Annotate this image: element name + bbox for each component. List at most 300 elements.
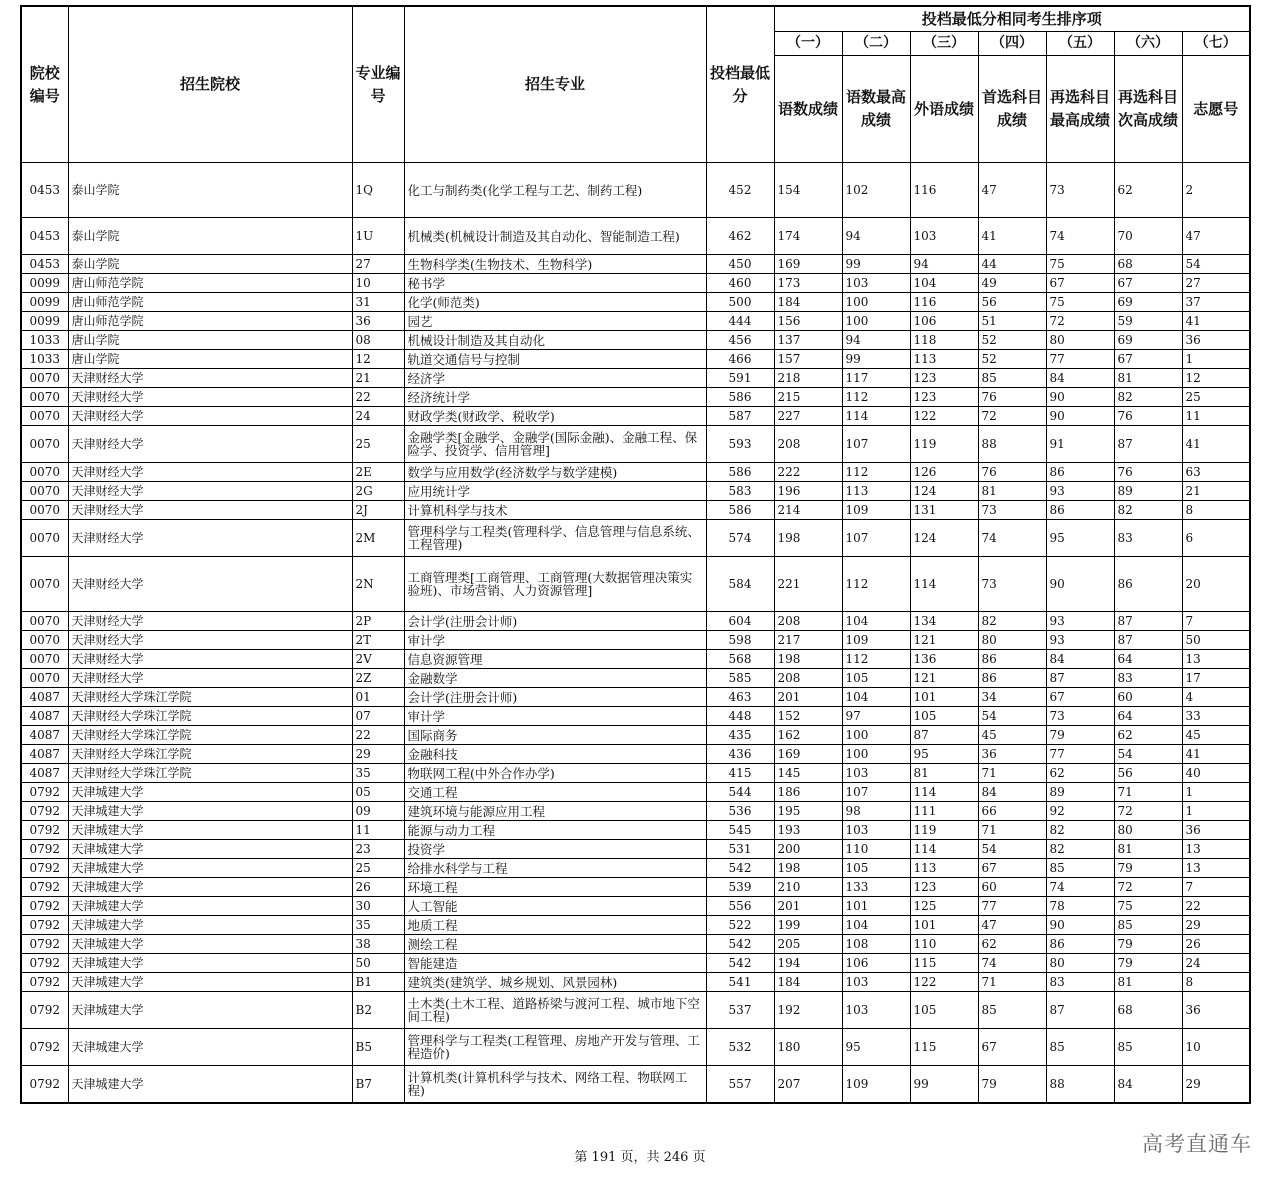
min-score-cell: 556	[706, 897, 774, 916]
school-code-cell: 0792	[21, 821, 68, 840]
tie-5-cell: 75	[1046, 255, 1114, 274]
school-code-cell: 0792	[21, 878, 68, 897]
table-row	[21, 1029, 1250, 1066]
major-code-cell: 21	[352, 369, 404, 388]
tie-6-cell: 82	[1114, 388, 1182, 407]
tie-1-cell: 201	[774, 897, 842, 916]
min-score-cell: 544	[706, 783, 774, 802]
tie-5-cell: 73	[1046, 163, 1114, 218]
tie-2-cell: 109	[842, 1066, 910, 1104]
table-row	[21, 482, 1250, 501]
major-name-cell: 管理科学与工程类(管理科学、信息管理与信息系统、工程管理)	[404, 520, 706, 557]
tie-3-cell: 116	[910, 293, 978, 312]
major-name-cell: 环境工程	[404, 878, 706, 897]
min-score-cell: 583	[706, 482, 774, 501]
tie-1-cell: 198	[774, 650, 842, 669]
tie-3-cell: 124	[910, 520, 978, 557]
major-code-cell: 25	[352, 426, 404, 463]
tie-7-cell: 10	[1182, 1029, 1250, 1066]
tie-6-cell: 62	[1114, 726, 1182, 745]
major-name-cell: 审计学	[404, 631, 706, 650]
major-name-cell: 应用统计学	[404, 482, 706, 501]
table-row	[21, 745, 1250, 764]
min-score-cell: 604	[706, 612, 774, 631]
tie-3-cell: 95	[910, 745, 978, 764]
school-name-cell: 天津财经大学	[68, 369, 352, 388]
major-code-cell: 1Q	[352, 163, 404, 218]
tie-1-cell: 198	[774, 520, 842, 557]
tie-6-cell: 60	[1114, 688, 1182, 707]
tie-7-cell: 41	[1182, 312, 1250, 331]
school-name-cell: 天津财经大学	[68, 669, 352, 688]
tie-6-cell: 83	[1114, 520, 1182, 557]
tie-2-cell: 117	[842, 369, 910, 388]
tie-4-cell: 71	[978, 821, 1046, 840]
tie-1-cell: 156	[774, 312, 842, 331]
school-name-cell: 天津城建大学	[68, 1066, 352, 1104]
major-code-cell: 05	[352, 783, 404, 802]
table-row	[21, 501, 1250, 520]
tie-7-cell: 11	[1182, 407, 1250, 426]
tie-4-cell: 51	[978, 312, 1046, 331]
major-name-cell: 能源与动力工程	[404, 821, 706, 840]
tie-3-cell: 125	[910, 897, 978, 916]
tie-1-cell: 210	[774, 878, 842, 897]
tie-4-cell: 86	[978, 669, 1046, 688]
school-code-cell: 0792	[21, 916, 68, 935]
tie-3-cell: 134	[910, 612, 978, 631]
school-code-cell: 0792	[21, 992, 68, 1029]
major-code-cell: 26	[352, 878, 404, 897]
major-code-cell: 2T	[352, 631, 404, 650]
major-name-cell: 化学(师范类)	[404, 293, 706, 312]
tie-2-cell: 103	[842, 821, 910, 840]
major-code-cell: B7	[352, 1066, 404, 1104]
tie-4-cell: 54	[978, 707, 1046, 726]
tie-6-cell: 69	[1114, 331, 1182, 350]
min-score-cell: 542	[706, 954, 774, 973]
major-name-cell: 金融科技	[404, 745, 706, 764]
major-name-cell: 物联网工程(中外合作办学)	[404, 764, 706, 783]
min-score-cell: 462	[706, 218, 774, 255]
tie-1-cell: 157	[774, 350, 842, 369]
tie-4-cell: 36	[978, 745, 1046, 764]
tie-6-cell: 86	[1114, 557, 1182, 612]
tie-3-cell: 123	[910, 369, 978, 388]
major-code-cell: 36	[352, 312, 404, 331]
tie-7-cell: 13	[1182, 650, 1250, 669]
school-name-cell: 天津财经大学	[68, 631, 352, 650]
tie-5-cell: 82	[1046, 840, 1114, 859]
tie-7-cell: 36	[1182, 331, 1250, 350]
tie-2-cell: 106	[842, 954, 910, 973]
min-score-cell: 531	[706, 840, 774, 859]
tie-1-cell: 137	[774, 331, 842, 350]
school-name-cell: 天津城建大学	[68, 1029, 352, 1066]
tie-6-cell: 62	[1114, 163, 1182, 218]
tie-4-cell: 72	[978, 407, 1046, 426]
tie-7-cell: 45	[1182, 726, 1250, 745]
min-score-cell: 537	[706, 992, 774, 1029]
tie-5-cell: 90	[1046, 557, 1114, 612]
tie-3-cell: 121	[910, 631, 978, 650]
major-code-cell: 11	[352, 821, 404, 840]
major-name-cell: 机械类(机械设计制造及其自动化、智能制造工程)	[404, 218, 706, 255]
major-name-cell: 计算机科学与技术	[404, 501, 706, 520]
tie-5-cell: 89	[1046, 783, 1114, 802]
major-code-cell: B5	[352, 1029, 404, 1066]
major-code-cell: 07	[352, 707, 404, 726]
tie-5-cell: 86	[1046, 935, 1114, 954]
major-name-cell: 给排水科学与工程	[404, 859, 706, 878]
min-score-cell: 448	[706, 707, 774, 726]
tie-4-cell: 80	[978, 631, 1046, 650]
tie-6-cell: 81	[1114, 840, 1182, 859]
tie-1-cell: 198	[774, 859, 842, 878]
school-code-cell: 0070	[21, 631, 68, 650]
school-code-cell: 0070	[21, 669, 68, 688]
tie-4-cell: 71	[978, 973, 1046, 992]
tie-3-cell: 114	[910, 840, 978, 859]
tie-6-cell: 81	[1114, 369, 1182, 388]
tie-7-cell: 1	[1182, 802, 1250, 821]
table-body	[21, 163, 1250, 1104]
table-row	[21, 973, 1250, 992]
table-row	[21, 350, 1250, 369]
table-row	[21, 312, 1250, 331]
tie-6-cell: 82	[1114, 501, 1182, 520]
table-row	[21, 707, 1250, 726]
tie-6-cell: 85	[1114, 1029, 1182, 1066]
tie-4-cell: 34	[978, 688, 1046, 707]
tie-6-cell: 59	[1114, 312, 1182, 331]
header-tie-label: 外语成绩	[910, 56, 978, 163]
major-code-cell: 10	[352, 274, 404, 293]
tie-1-cell: 194	[774, 954, 842, 973]
tie-1-cell: 215	[774, 388, 842, 407]
tie-7-cell: 1	[1182, 350, 1250, 369]
school-name-cell: 天津城建大学	[68, 897, 352, 916]
tie-3-cell: 126	[910, 463, 978, 482]
tie-3-cell: 115	[910, 954, 978, 973]
tie-1-cell: 184	[774, 293, 842, 312]
major-code-cell: 2N	[352, 557, 404, 612]
tie-4-cell: 73	[978, 557, 1046, 612]
min-score-cell: 500	[706, 293, 774, 312]
school-name-cell: 天津财经大学	[68, 557, 352, 612]
school-code-cell: 0792	[21, 1029, 68, 1066]
min-score-cell: 542	[706, 859, 774, 878]
school-code-cell: 4087	[21, 726, 68, 745]
tie-3-cell: 115	[910, 1029, 978, 1066]
major-code-cell: 30	[352, 897, 404, 916]
school-code-cell: 0099	[21, 274, 68, 293]
tie-5-cell: 95	[1046, 520, 1114, 557]
major-name-cell: 秘书学	[404, 274, 706, 293]
major-code-cell: 12	[352, 350, 404, 369]
tie-4-cell: 47	[978, 163, 1046, 218]
tie-5-cell: 80	[1046, 331, 1114, 350]
tie-7-cell: 13	[1182, 859, 1250, 878]
min-score-cell: 598	[706, 631, 774, 650]
tie-2-cell: 103	[842, 973, 910, 992]
tie-6-cell: 56	[1114, 764, 1182, 783]
major-name-cell: 计算机类(计算机科学与技术、网络工程、物联网工程)	[404, 1066, 706, 1104]
major-name-cell: 财政学类(财政学、税收学)	[404, 407, 706, 426]
school-name-cell: 天津财经大学	[68, 463, 352, 482]
tie-6-cell: 67	[1114, 350, 1182, 369]
min-score-cell: 587	[706, 407, 774, 426]
tie-4-cell: 76	[978, 388, 1046, 407]
school-code-cell: 1033	[21, 350, 68, 369]
tie-7-cell: 63	[1182, 463, 1250, 482]
min-score-cell: 586	[706, 501, 774, 520]
major-name-cell: 智能建造	[404, 954, 706, 973]
major-name-cell: 金融学类[金融学、金融学(国际金融)、金融工程、保险学、投资学、信用管理]	[404, 426, 706, 463]
tie-3-cell: 113	[910, 859, 978, 878]
min-score-cell: 545	[706, 821, 774, 840]
header-tie-label: 再选科目最高成绩	[1046, 56, 1114, 163]
tie-6-cell: 68	[1114, 255, 1182, 274]
tie-5-cell: 87	[1046, 669, 1114, 688]
school-code-cell: 0070	[21, 520, 68, 557]
tie-5-cell: 62	[1046, 764, 1114, 783]
school-name-cell: 天津财经大学	[68, 426, 352, 463]
major-code-cell: 31	[352, 293, 404, 312]
major-name-cell: 经济学	[404, 369, 706, 388]
tie-2-cell: 112	[842, 557, 910, 612]
table-row	[21, 783, 1250, 802]
table-row	[21, 992, 1250, 1029]
school-name-cell: 天津城建大学	[68, 954, 352, 973]
min-score-cell: 568	[706, 650, 774, 669]
header-tie-label: 志愿号	[1182, 56, 1250, 163]
min-score-cell: 541	[706, 973, 774, 992]
tie-4-cell: 49	[978, 274, 1046, 293]
tie-1-cell: 154	[774, 163, 842, 218]
major-code-cell: 35	[352, 764, 404, 783]
tie-4-cell: 47	[978, 916, 1046, 935]
tie-4-cell: 67	[978, 1029, 1046, 1066]
table-row	[21, 916, 1250, 935]
tie-6-cell: 83	[1114, 669, 1182, 688]
tie-1-cell: 200	[774, 840, 842, 859]
tie-4-cell: 67	[978, 859, 1046, 878]
tie-2-cell: 100	[842, 726, 910, 745]
tie-7-cell: 41	[1182, 745, 1250, 764]
tie-6-cell: 79	[1114, 935, 1182, 954]
tie-2-cell: 104	[842, 612, 910, 631]
school-name-cell: 泰山学院	[68, 255, 352, 274]
major-name-cell: 投资学	[404, 840, 706, 859]
table-row	[21, 897, 1250, 916]
tie-2-cell: 102	[842, 163, 910, 218]
tie-3-cell: 113	[910, 350, 978, 369]
min-score-cell: 460	[706, 274, 774, 293]
tie-7-cell: 21	[1182, 482, 1250, 501]
tie-1-cell: 193	[774, 821, 842, 840]
major-code-cell: 2E	[352, 463, 404, 482]
tie-1-cell: 152	[774, 707, 842, 726]
tie-1-cell: 196	[774, 482, 842, 501]
tie-1-cell: 169	[774, 745, 842, 764]
table-row	[21, 631, 1250, 650]
table-row	[21, 331, 1250, 350]
school-name-cell: 天津财经大学	[68, 501, 352, 520]
tie-4-cell: 77	[978, 897, 1046, 916]
major-name-cell: 建筑类(建筑学、城乡规划、风景园林)	[404, 973, 706, 992]
tie-4-cell: 66	[978, 802, 1046, 821]
min-score-cell: 585	[706, 669, 774, 688]
table-row	[21, 612, 1250, 631]
table-row	[21, 520, 1250, 557]
tie-4-cell: 79	[978, 1066, 1046, 1104]
tie-7-cell: 50	[1182, 631, 1250, 650]
major-name-cell: 土木类(土木工程、道路桥梁与渡河工程、城市地下空间工程)	[404, 992, 706, 1029]
table-row	[21, 764, 1250, 783]
major-code-cell: 2M	[352, 520, 404, 557]
tie-3-cell: 124	[910, 482, 978, 501]
tie-6-cell: 76	[1114, 407, 1182, 426]
tie-2-cell: 101	[842, 897, 910, 916]
tie-4-cell: 81	[978, 482, 1046, 501]
tie-4-cell: 84	[978, 783, 1046, 802]
tie-5-cell: 82	[1046, 821, 1114, 840]
min-score-cell: 466	[706, 350, 774, 369]
school-code-cell: 0099	[21, 293, 68, 312]
watermark-text: 高考直通车	[1142, 1132, 1252, 1156]
tie-6-cell: 79	[1114, 859, 1182, 878]
major-name-cell: 信息资源管理	[404, 650, 706, 669]
tie-2-cell: 100	[842, 312, 910, 331]
tie-5-cell: 93	[1046, 612, 1114, 631]
major-name-cell: 地质工程	[404, 916, 706, 935]
tie-2-cell: 105	[842, 669, 910, 688]
tie-7-cell: 2	[1182, 163, 1250, 218]
header-tiebreak-group: 投档最低分相同考生排序项	[774, 6, 1250, 32]
school-code-cell: 0070	[21, 388, 68, 407]
tie-4-cell: 74	[978, 520, 1046, 557]
major-code-cell: 1U	[352, 218, 404, 255]
tie-1-cell: 162	[774, 726, 842, 745]
school-name-cell: 泰山学院	[68, 163, 352, 218]
major-code-cell: 27	[352, 255, 404, 274]
tie-1-cell: 207	[774, 1066, 842, 1104]
major-name-cell: 国际商务	[404, 726, 706, 745]
tie-6-cell: 68	[1114, 992, 1182, 1029]
school-name-cell: 天津城建大学	[68, 916, 352, 935]
tie-1-cell: 192	[774, 992, 842, 1029]
tie-7-cell: 17	[1182, 669, 1250, 688]
tie-4-cell: 73	[978, 501, 1046, 520]
tie-5-cell: 92	[1046, 802, 1114, 821]
major-name-cell: 机械设计制造及其自动化	[404, 331, 706, 350]
school-name-cell: 天津城建大学	[68, 878, 352, 897]
tie-7-cell: 13	[1182, 840, 1250, 859]
header-school-code: 院校编号	[21, 6, 68, 163]
school-code-cell: 4087	[21, 688, 68, 707]
tie-3-cell: 122	[910, 407, 978, 426]
major-name-cell: 会计学(注册会计师)	[404, 688, 706, 707]
admission-score-table	[20, 5, 1251, 1104]
tie-4-cell: 44	[978, 255, 1046, 274]
table-row	[21, 274, 1250, 293]
tie-3-cell: 116	[910, 163, 978, 218]
tie-6-cell: 87	[1114, 426, 1182, 463]
major-name-cell: 工商管理类[工商管理、工商管理(大数据管理决策实验班)、市场营销、人力资源管理]	[404, 557, 706, 612]
tie-1-cell: 174	[774, 218, 842, 255]
school-name-cell: 天津财经大学珠江学院	[68, 726, 352, 745]
school-name-cell: 唐山学院	[68, 350, 352, 369]
tie-3-cell: 123	[910, 878, 978, 897]
tie-4-cell: 56	[978, 293, 1046, 312]
table-row	[21, 255, 1250, 274]
school-name-cell: 唐山师范学院	[68, 293, 352, 312]
tie-1-cell: 214	[774, 501, 842, 520]
school-code-cell: 0792	[21, 973, 68, 992]
tie-7-cell: 29	[1182, 916, 1250, 935]
min-score-cell: 450	[706, 255, 774, 274]
tie-5-cell: 73	[1046, 707, 1114, 726]
tie-7-cell: 20	[1182, 557, 1250, 612]
school-code-cell: 0070	[21, 426, 68, 463]
tie-6-cell: 79	[1114, 954, 1182, 973]
tie-3-cell: 106	[910, 312, 978, 331]
tie-5-cell: 74	[1046, 878, 1114, 897]
tie-3-cell: 110	[910, 935, 978, 954]
tie-7-cell: 25	[1182, 388, 1250, 407]
tie-5-cell: 90	[1046, 916, 1114, 935]
school-code-cell: 0070	[21, 650, 68, 669]
tie-2-cell: 99	[842, 255, 910, 274]
tie-4-cell: 41	[978, 218, 1046, 255]
tie-3-cell: 131	[910, 501, 978, 520]
school-name-cell: 天津财经大学珠江学院	[68, 745, 352, 764]
table-header	[21, 6, 1250, 163]
tie-2-cell: 113	[842, 482, 910, 501]
school-code-cell: 0792	[21, 1066, 68, 1104]
school-code-cell: 0792	[21, 897, 68, 916]
tie-6-cell: 89	[1114, 482, 1182, 501]
school-name-cell: 天津城建大学	[68, 992, 352, 1029]
tie-5-cell: 80	[1046, 954, 1114, 973]
table-row	[21, 726, 1250, 745]
tie-5-cell: 86	[1046, 463, 1114, 482]
min-score-cell: 591	[706, 369, 774, 388]
min-score-cell: 557	[706, 1066, 774, 1104]
table-row	[21, 935, 1250, 954]
tie-3-cell: 94	[910, 255, 978, 274]
tie-2-cell: 103	[842, 274, 910, 293]
school-name-cell: 天津城建大学	[68, 973, 352, 992]
tie-2-cell: 103	[842, 992, 910, 1029]
tie-5-cell: 93	[1046, 482, 1114, 501]
school-name-cell: 天津城建大学	[68, 783, 352, 802]
tie-7-cell: 41	[1182, 426, 1250, 463]
tie-7-cell: 36	[1182, 821, 1250, 840]
tie-6-cell: 72	[1114, 878, 1182, 897]
tie-6-cell: 70	[1114, 218, 1182, 255]
tie-6-cell: 87	[1114, 631, 1182, 650]
tie-7-cell: 27	[1182, 274, 1250, 293]
tie-5-cell: 77	[1046, 350, 1114, 369]
tie-1-cell: 199	[774, 916, 842, 935]
tie-2-cell: 133	[842, 878, 910, 897]
school-code-cell: 0070	[21, 369, 68, 388]
min-score-cell: 463	[706, 688, 774, 707]
tie-5-cell: 84	[1046, 369, 1114, 388]
major-name-cell: 管理科学与工程类(工程管理、房地产开发与管理、工程造价)	[404, 1029, 706, 1066]
